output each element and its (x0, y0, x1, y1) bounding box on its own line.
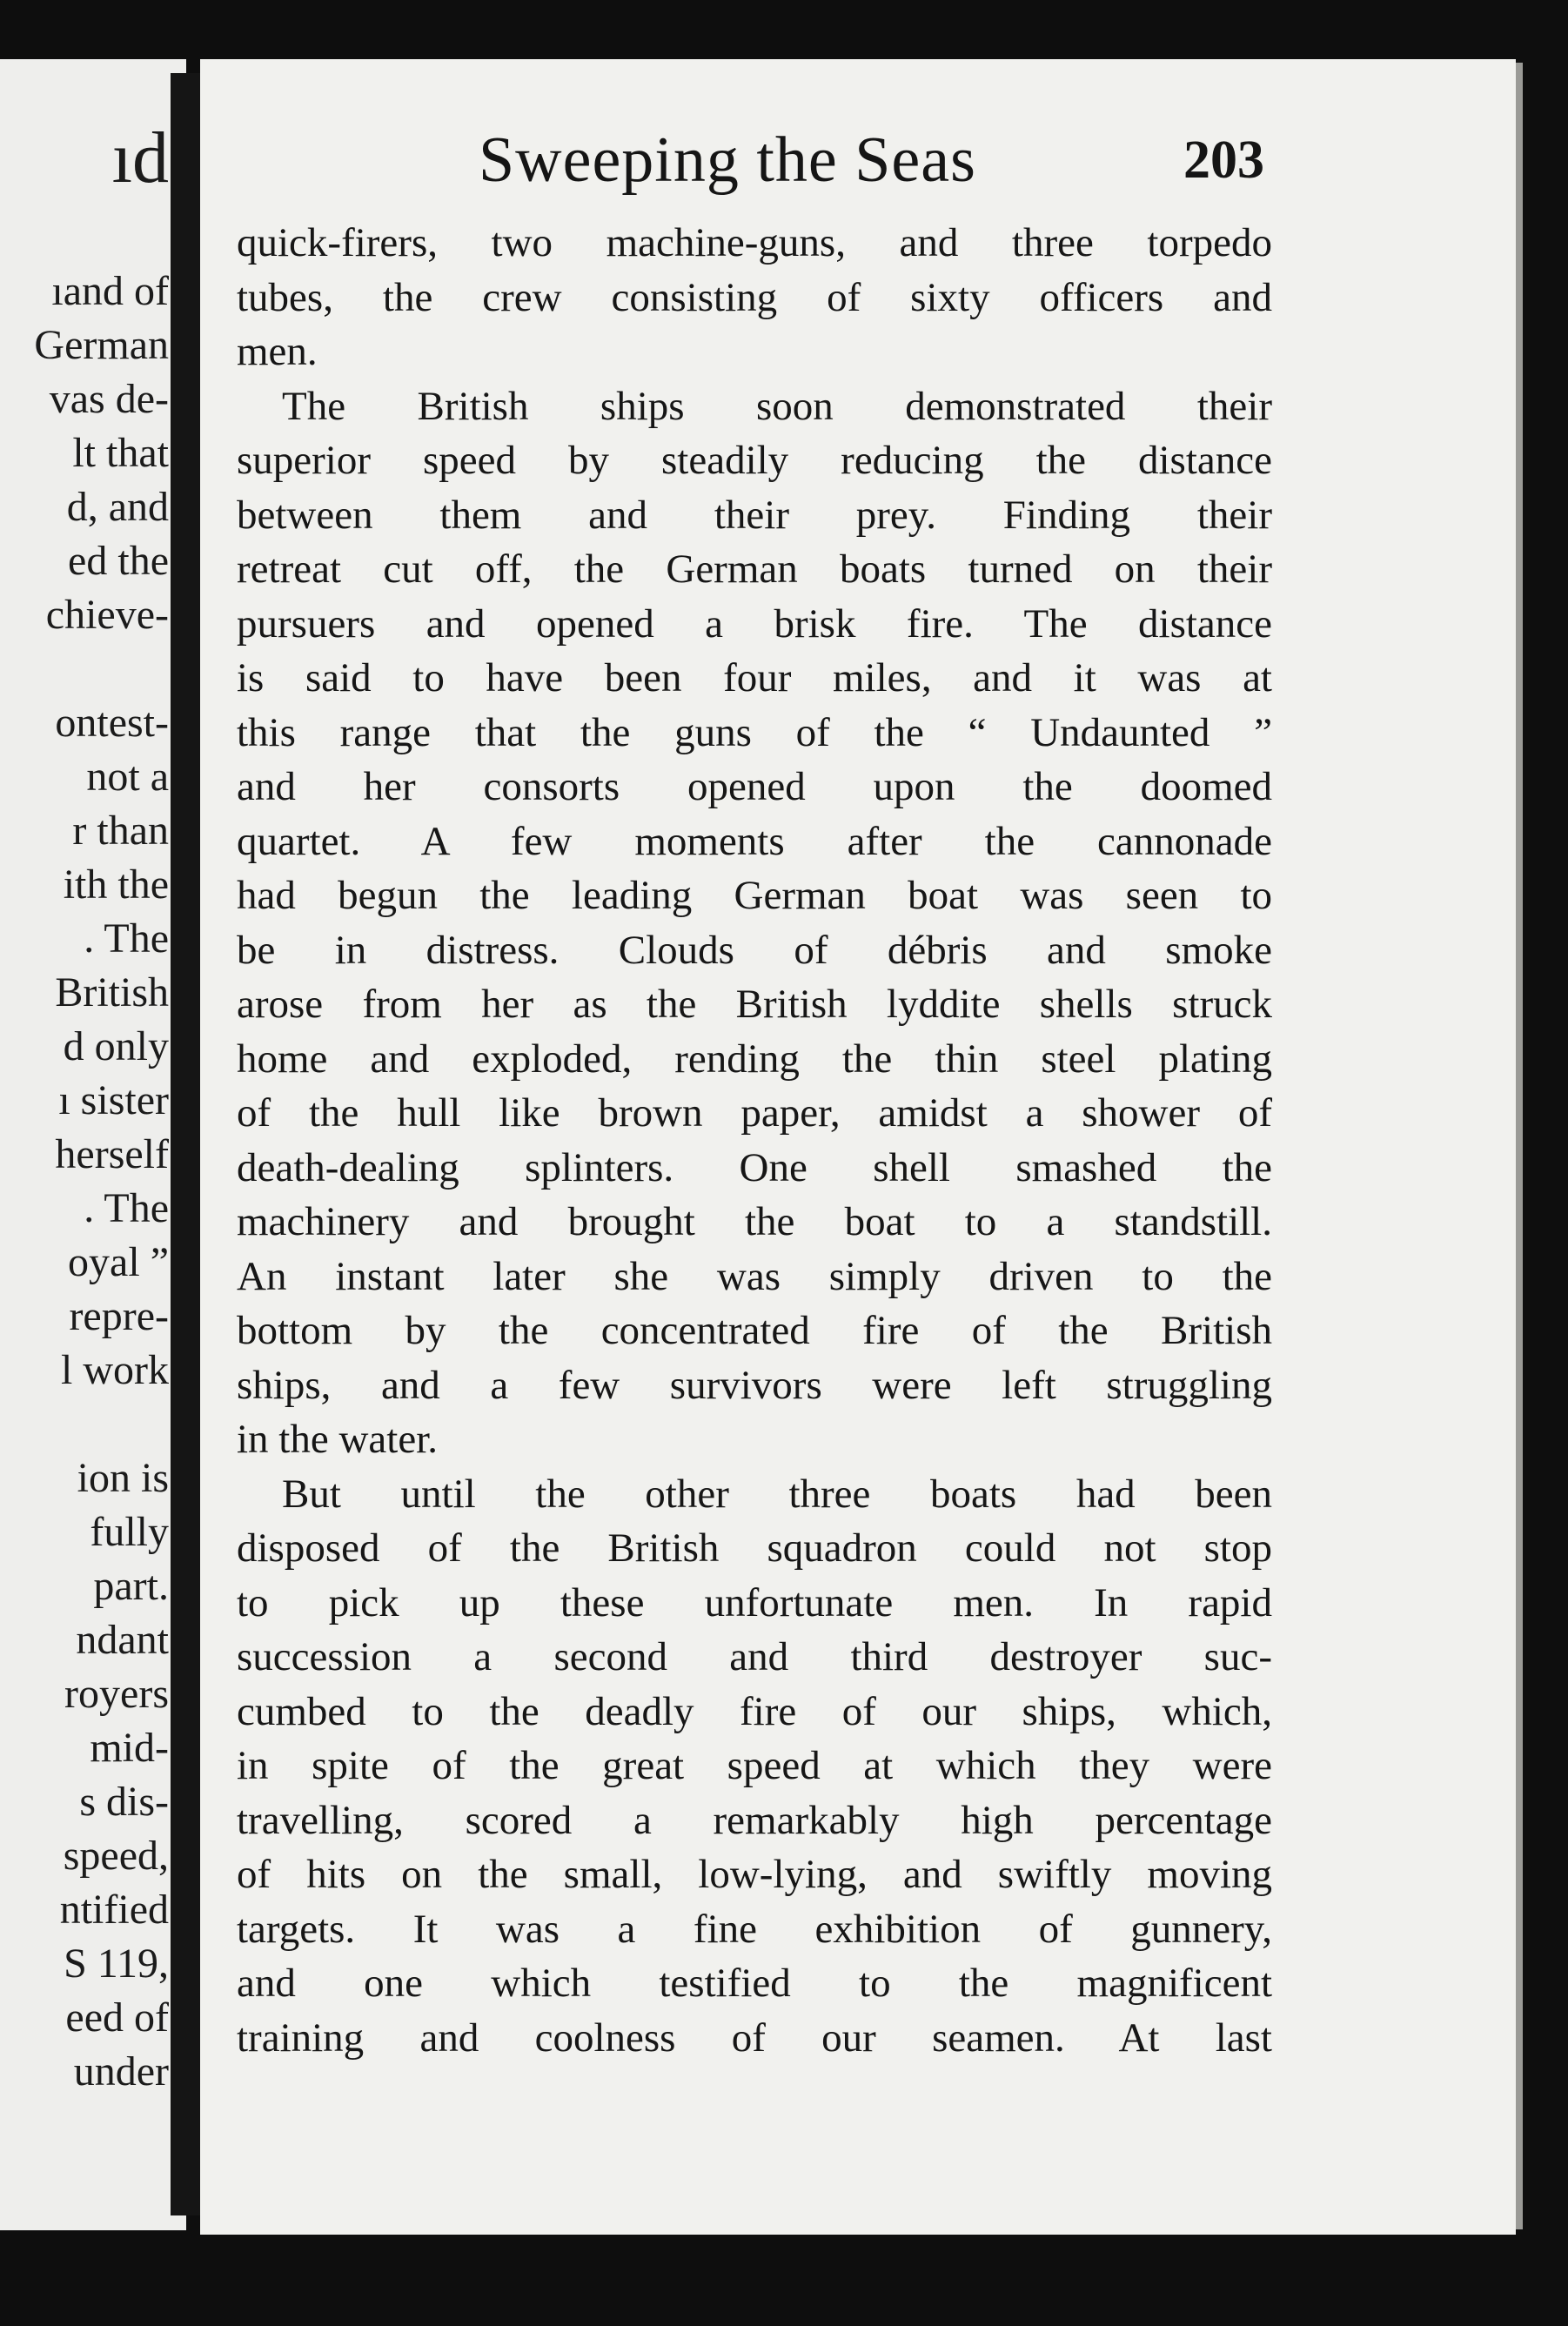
text-line: machinery and brought the boat to a standstill. (237, 1199, 1272, 1244)
book-page (200, 59, 1516, 2235)
left-page-line: s dis- (79, 1779, 169, 1825)
left-page-line: speed, (63, 1833, 169, 1879)
left-page-line: ith the (63, 861, 169, 908)
left-page-heading-fragment: ıd (111, 117, 169, 198)
left-page-line: ntified (59, 1887, 169, 1933)
left-page-line: mid- (90, 1725, 169, 1771)
page-edge-shadow (1516, 63, 1523, 2229)
left-page-line: ontest- (55, 700, 169, 746)
paragraph-gap (34, 642, 169, 696)
text-line: tubes, the crew consisting of sixty officers and (237, 274, 1272, 320)
left-page-line: under (73, 2048, 169, 2095)
running-head (200, 117, 1516, 204)
left-page-line: vas de- (49, 376, 169, 422)
text-line: death-dealing splinters. One shell smashed the (237, 1144, 1272, 1190)
text-line: and her consorts opened upon the doomed (237, 764, 1272, 809)
text-line: ships, and a few survivors were left struggling (237, 1362, 1272, 1408)
left-page-line: . The (84, 915, 169, 962)
left-page-line: oyal ” (68, 1239, 169, 1285)
body-text (237, 216, 1272, 2065)
running-title: Sweeping the Seas (479, 124, 976, 196)
left-page-line: British (55, 969, 169, 1016)
text-line: and one which testified to the magnificent (237, 1961, 1272, 2006)
text-line: of the hull like brown paper, amidst a shower of (237, 1090, 1272, 1136)
text-line: succession a second and third destroyer suc- (237, 1634, 1272, 1679)
left-page-line: r than (72, 808, 169, 854)
text-line: An instant later she was simply driven to the (237, 1253, 1272, 1299)
left-page-line: ed the (68, 538, 169, 584)
paragraph-gap (34, 1398, 169, 1451)
left-page-line: herself (55, 1131, 169, 1177)
text-line: be in distress. Clouds of débris and smoke (237, 927, 1272, 973)
text-line: disposed of the British squadron could not stop (237, 1525, 1272, 1571)
left-page-line: not a (86, 754, 169, 800)
text-line: to pick up these unfortunate men. In rapid (237, 1579, 1272, 1626)
text-line: targets. It was a fine exhibition of gunnery, (237, 1906, 1272, 1952)
text-line: between them and their prey. Finding their (237, 492, 1272, 538)
left-page-line: l work (61, 1347, 169, 1393)
text-line: retreat cut off, the German boats turned on their (237, 546, 1272, 592)
left-page-line: ion is (77, 1455, 169, 1501)
left-page-line: repre- (69, 1293, 169, 1339)
text-line: of hits on the small, low-lying, and swiftly moving (237, 1852, 1272, 1897)
left-page-line: fully (90, 1509, 169, 1555)
text-line: travelling, scored a remarkably high percentage (237, 1797, 1272, 1843)
text-line: arose from her as the British lyddite shells struck (237, 982, 1272, 1027)
page-number: 203 (1183, 131, 1264, 190)
text-line: quartet. A few moments after the cannonade (237, 818, 1272, 864)
left-page-line: German (34, 322, 169, 368)
text-line: pursuers and opened a brisk fire. The distance (237, 600, 1272, 647)
left-page-text (34, 265, 169, 2099)
text-line: is said to have been four miles, and it was at (237, 655, 1272, 700)
left-page-line: ı sister (58, 1077, 169, 1123)
text-line: quick-firers, two machine-guns, and three torpedo (237, 220, 1272, 265)
text-line: this range that the guns of the “ Undaunted ” (237, 709, 1272, 755)
text-line: The British ships soon demonstrated their (282, 383, 1272, 429)
text-line: training and coolness of our seamen. At last (237, 2014, 1272, 2061)
book-gutter (171, 73, 202, 2215)
text-line: had begun the leading German boat was seen to (237, 873, 1272, 918)
text-line: But until the other three boats had been (282, 1471, 1272, 1517)
text-line: in the water. (237, 1417, 439, 1462)
left-page-line: lt that (72, 430, 169, 476)
left-page-line: d only (63, 1023, 169, 1069)
left-page-line: royers (64, 1671, 169, 1717)
left-page-line: chieve- (45, 592, 169, 638)
left-page-line: ndant (76, 1617, 169, 1663)
left-page-line: ıand of (51, 268, 169, 314)
text-line: bottom by the concentrated fire of the British (237, 1308, 1272, 1353)
left-page-line: d, and (66, 484, 169, 530)
text-line: men. (237, 329, 318, 374)
text-line: home and exploded, rending the thin steel plating (237, 1036, 1272, 1082)
text-line: in spite of the great speed at which they were (237, 1743, 1272, 1788)
text-line: superior speed by steadily reducing the distance (237, 438, 1272, 483)
left-page-fragment (0, 59, 186, 2230)
left-page-line: S 119, (64, 1941, 169, 1987)
text-line: cumbed to the deadly fire of our ships, which, (237, 1688, 1272, 1734)
left-page-line: . The (84, 1185, 169, 1231)
left-page-line: eed of (65, 1994, 169, 2041)
left-page-line: part. (93, 1563, 169, 1609)
